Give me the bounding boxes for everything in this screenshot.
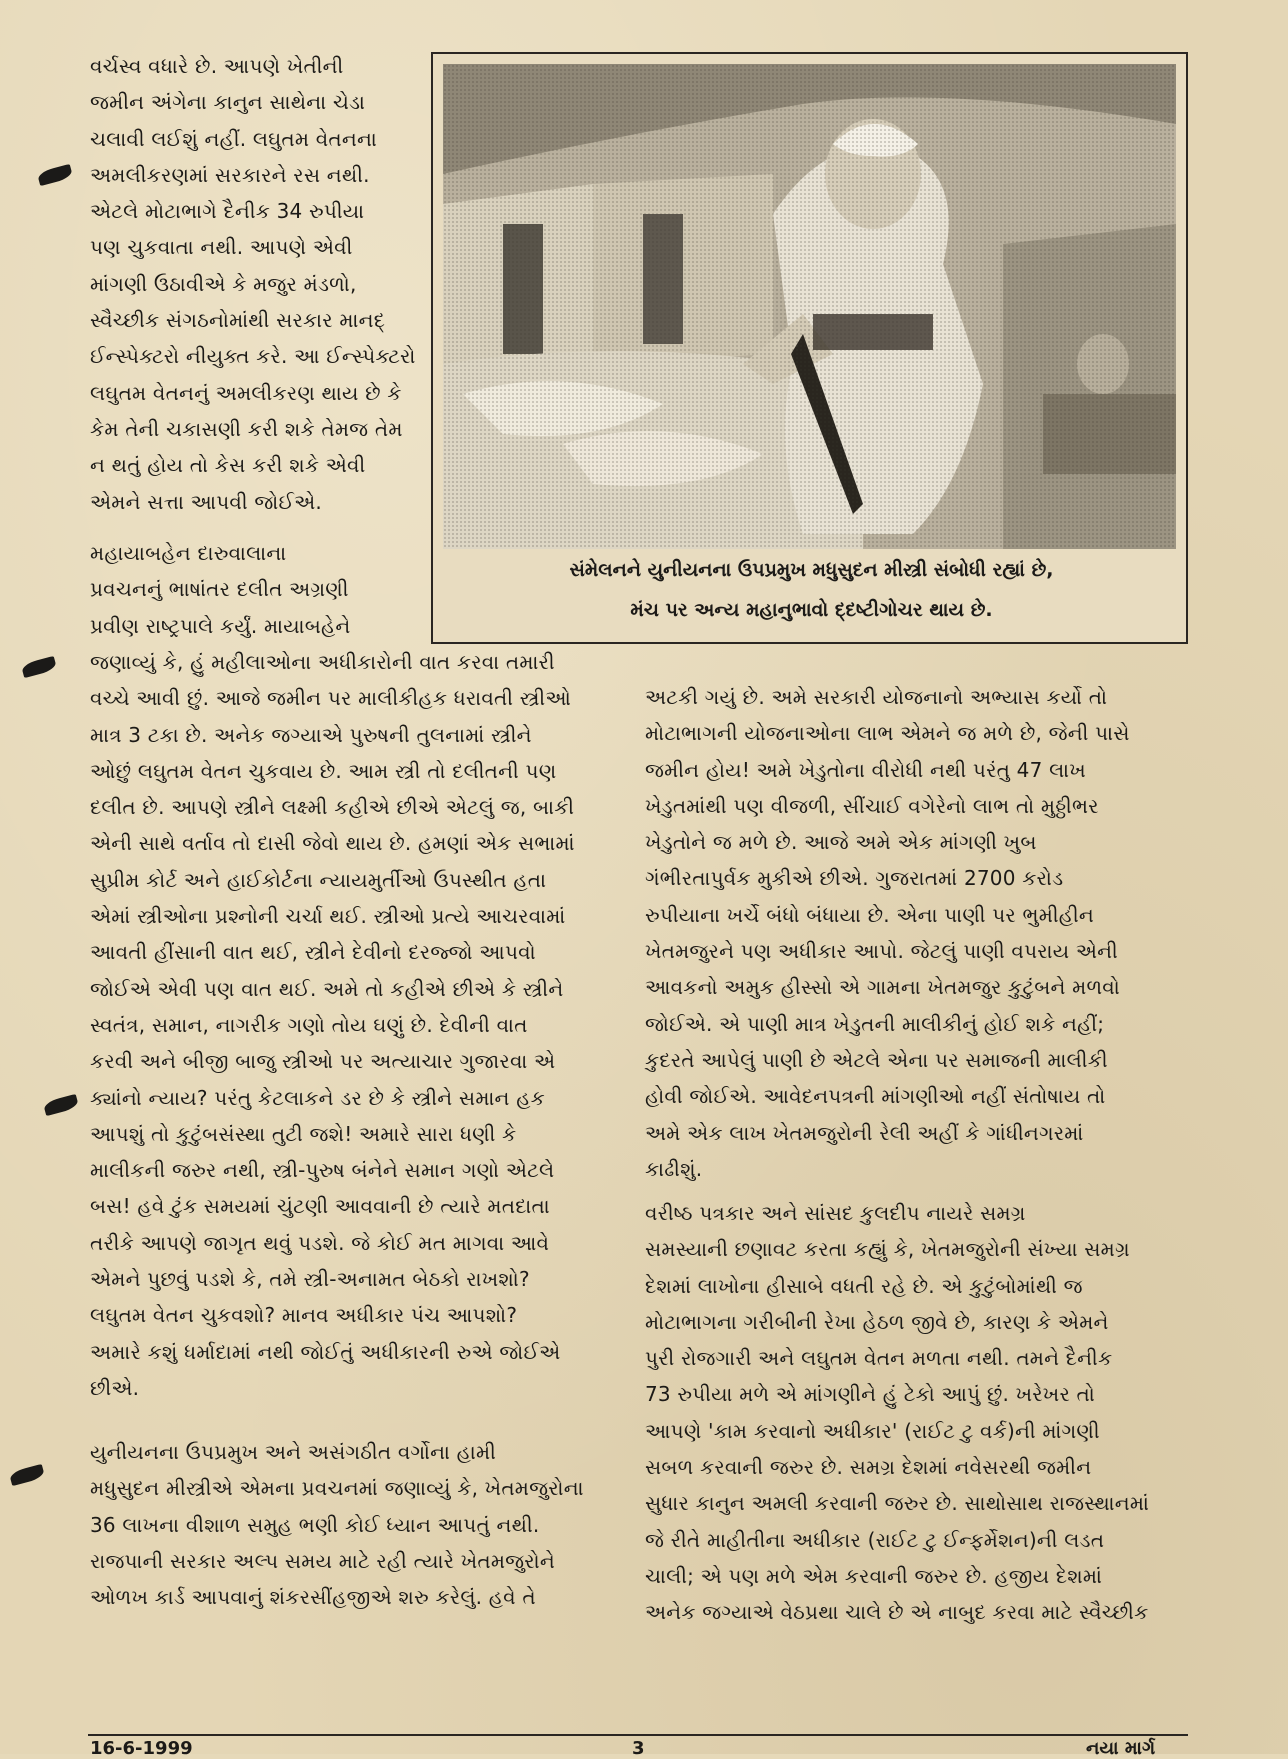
- ink-smudge-mark: [43, 1094, 79, 1116]
- article-paragraph-left-top: વર્ચસ્વ વધારે છે. આપણે ખેતીની જમીન અંગેના કાનુન સાથેના ચેડા ચલાવી લઈશું નહીં. લઘુતમ વેતનના અમલીકરણમાં સરકારને રસ નથી. એટલે મોટાભાગે દૈનીક 34 રુપીયા પણ ચુકવાતા નથી. આપણે એવી માંગણી ઉઠાવીએ કે મજુર મંડળો, સ્વૈચ્છીક સંગઠનોમાંથી સરકાર માનદ્ ઈન્સ્પેક્ટરો નીયુક્ત કરે. આ ઈન્સ્પેક્ટરો લઘુતમ વેતનનું અમલીકરણ થાય છે કે કેમ તેની ચકાસણી કરી શકે તેમજ તેમ ન થતું હોય તો કેસ કરી શકે એવી એમને સત્તા આપવી જોઈએ.: [90, 54, 416, 514]
- event-photo: [443, 64, 1176, 549]
- footer-date: 16-6-1999: [90, 1738, 193, 1759]
- article-paragraph-left-bottom: યુનીયનના ઉપપ્રમુખ અને અસંગઠીત વર્ગોના હામી મધુસુદન મીસ્ત્રીએ એમના પ્રવચનમાં જણાવ્યું કે, ખેતમજુરોના 36 લાખના વીશાળ સમુહ ભણી કોઈ ધ્યાન આપતું નથી. રાજપાની સરકાર અલ્પ સમય માટે રહી ત્યારે ખેતમજુરોને ઓળખ કાર્ડ આપવાનું શંકરસીંહજીએ શરુ કરેલું. હવે તે: [90, 1440, 584, 1610]
- article-paragraph-right-top: અટકી ગયું છે. અમે સરકારી યોજનાનો અભ્યાસ કર્યો તો મોટાભાગની યોજનાઓના લાભ એમને જ મળે છે, જેની પાસે જમીન હોય! અમે ખેડુતોના વીરોધી નથી પરંતુ 47 લાખ ખેડુતમાંથી પણ વીજળી, સીંચાઈ વગેરેનો લાભ તો મુઠ્ઠીભર ખેડુતોને જ મળે છે. આજે અમે એક માંગણી ખુબ ગંભીરતાપુર્વક મુકીએ છીએ. ગુજરાતમાં 2700 કરોડ રુપીયાના ખર્ચે બંધો બંધાયા છે. એના પાણી પર ભુમીહીન ખેતમજુરને પણ અધીકાર આપો. જેટલું પાણી વપરાય એની આવકનો અમુક હીસ્સો એ ગામના ખેતમજુર કુટુંબને મળવો જોઈએ. એ પાણી માત્ર ખેડુતની માલીકીનું હોઈ શકે નહીં; કુદરતે આપેલું પાણી છે એટલે એના પર સમાજની માલીકી હોવી જોઈએ. આવેદનપત્રની માંગણીઓ નહીં સંતોષાય તો અમે એક લાખ ખેતમજુરોની રેલી અહીં કે ગાંધીનગરમાં કાઢીશું.: [645, 685, 1130, 1181]
- article-paragraph-right-bottom: વરીષ્ઠ પત્રકાર અને સાંસદ કુલદીપ નાયરે સમગ્ર સમસ્યાની છણાવટ કરતા કહ્યું કે, ખેતમજુરોની સંખ્યા સમગ્ર દેશમાં લાખોના હીસાબે વધતી રહે છે. એ કુટુંબોમાંથી જ મોટાભાગના ગરીબીની રેખા હેઠળ જીવે છે, કારણ કે એમને પુરી રોજગારી અને લઘુતમ વેતન મળતા નથી. તમને દૈનીક 73 રુપીયા મળે એ માંગણીને હું ટેકો આપું છું. ખરેખર તો આપણે 'કામ કરવાનો અધીકાર' (રાઈટ ટુ વર્ક)ની માંગણી સબળ કરવાની જરુર છે. સમગ્ર દેશમાં નવેસરથી જમીન સુધાર કાનુન અમલી કરવાની જરુર છે. સાથોસાથ રાજસ્થાનમાં જે રીતે માહીતીના અધીકાર (રાઈટ ટુ ઈન્ફર્મેશન)ની લડત ચાલી; એ પણ મળે એમ કરવાની જરુર છે. હજીય દેશમાં અનેક જગ્યાએ વેઠપ્રથા ચાલે છે એ નાબુદ કરવા માટે સ્વૈચ્છીક: [645, 1201, 1150, 1625]
- ink-smudge-mark: [21, 656, 57, 678]
- photo-caption-line-2: મંચ પર અન્ય મહાનુભાવો દ્દષ્ટીગોચર થાય છે.: [630, 599, 993, 621]
- article-paragraph-left-mid: મહાયાબહેન દારુવાલાના પ્રવચનનું ભાષાંતર દલીત અગ્રણી પ્રવીણ રાષ્ટ્રપાલે કર્યું. માયાબહેને: [90, 541, 351, 638]
- article-paragraph-left-wide: જણાવ્યું કે, હું મહીલાઓના અધીકારોની વાત કરવા તમારી વચ્ચે આવી છું. આજે જમીન પર માલીકીહક ધરાવતી સ્ત્રીઓ માત્ર 3 ટકા છે. અનેક જગ્યાએ પુરુષની તુલનામાં સ્ત્રીને ઓછું લઘુતમ વેતન ચુકવાય છે. આમ સ્ત્રી તો દલીતની પણ દલીત છે. આપણે સ્ત્રીને લક્ષ્મી કહીએ છીએ એટલું જ, બાકી એની સાથે વર્તાવ તો દાસી જેવો થાય છે. હમણાં એક સભામાં સુપ્રીમ કોર્ટ અને હાઈકોર્ટના ન્યાયમુર્તીઓ ઉપસ્થીત હતા એમાં સ્ત્રીઓના પ્રશ્નોની ચર્ચા થઈ. સ્ત્રીઓ પ્રત્યે આચરવામાં આવતી હીંસાની વાત થઈ, સ્ત્રીને દેવીનો દરજ્જો આપવો જોઈએ એવી પણ વાત થઈ. અમે તો કહીએ છીએ કે સ્ત્રીને સ્વતંત્ર, સમાન, નાગરીક ગણો તોય ઘણું છે. દેવીની વાત કરવી અને બીજી બાજુ સ્ત્રીઓ પર અત્યાચાર ગુજારવા એ ક્યાંનો ન્યાય? પરંતુ કેટલાકને ડર છે કે સ્ત્રીને સમાન હક આપશું તો કુટુંબસંસ્થા તુટી જશે! અમારે સારા ધણી કે માલીકની જરુર નથી, સ્ત્રી-પુરુષ બંનેને સમાન ગણો એટલે બસ! હવે ટુંક સમયમાં ચુંટણી આવવાની છે ત્યારે મતદાતા તરીકે આપણે જાગૃત થવું પડશે. જે કોઈ મત માગવા આવે એમને પુછવું પડશે કે, તમે સ્ત્રી-અનામત બેઠકો રાખશો? લઘુતમ વેતન ચુકવશો? માનવ અધીકાર પંચ આપશો? અમારે કશું ધર્માદામાં નથી જોઈતું અધીકારની રુએ જોઈએ છીએ.: [90, 650, 575, 1400]
- photo-caption-line-1: સંમેલનને યુનીયનના ઉપપ્રમુખ મધુસુદન મીસ્ત્રી સંબોધી રહ્યાં છે,: [569, 559, 1054, 581]
- footer-rule: [88, 1734, 1188, 1736]
- footer-publication-name: નયા માર્ગ: [1086, 1738, 1156, 1759]
- photo-frame: [431, 52, 1188, 644]
- photo-illustration: [443, 64, 1176, 549]
- ink-smudge-mark: [9, 1464, 45, 1486]
- footer-page-number: 3: [632, 1738, 645, 1759]
- ink-smudge-mark: [37, 164, 73, 186]
